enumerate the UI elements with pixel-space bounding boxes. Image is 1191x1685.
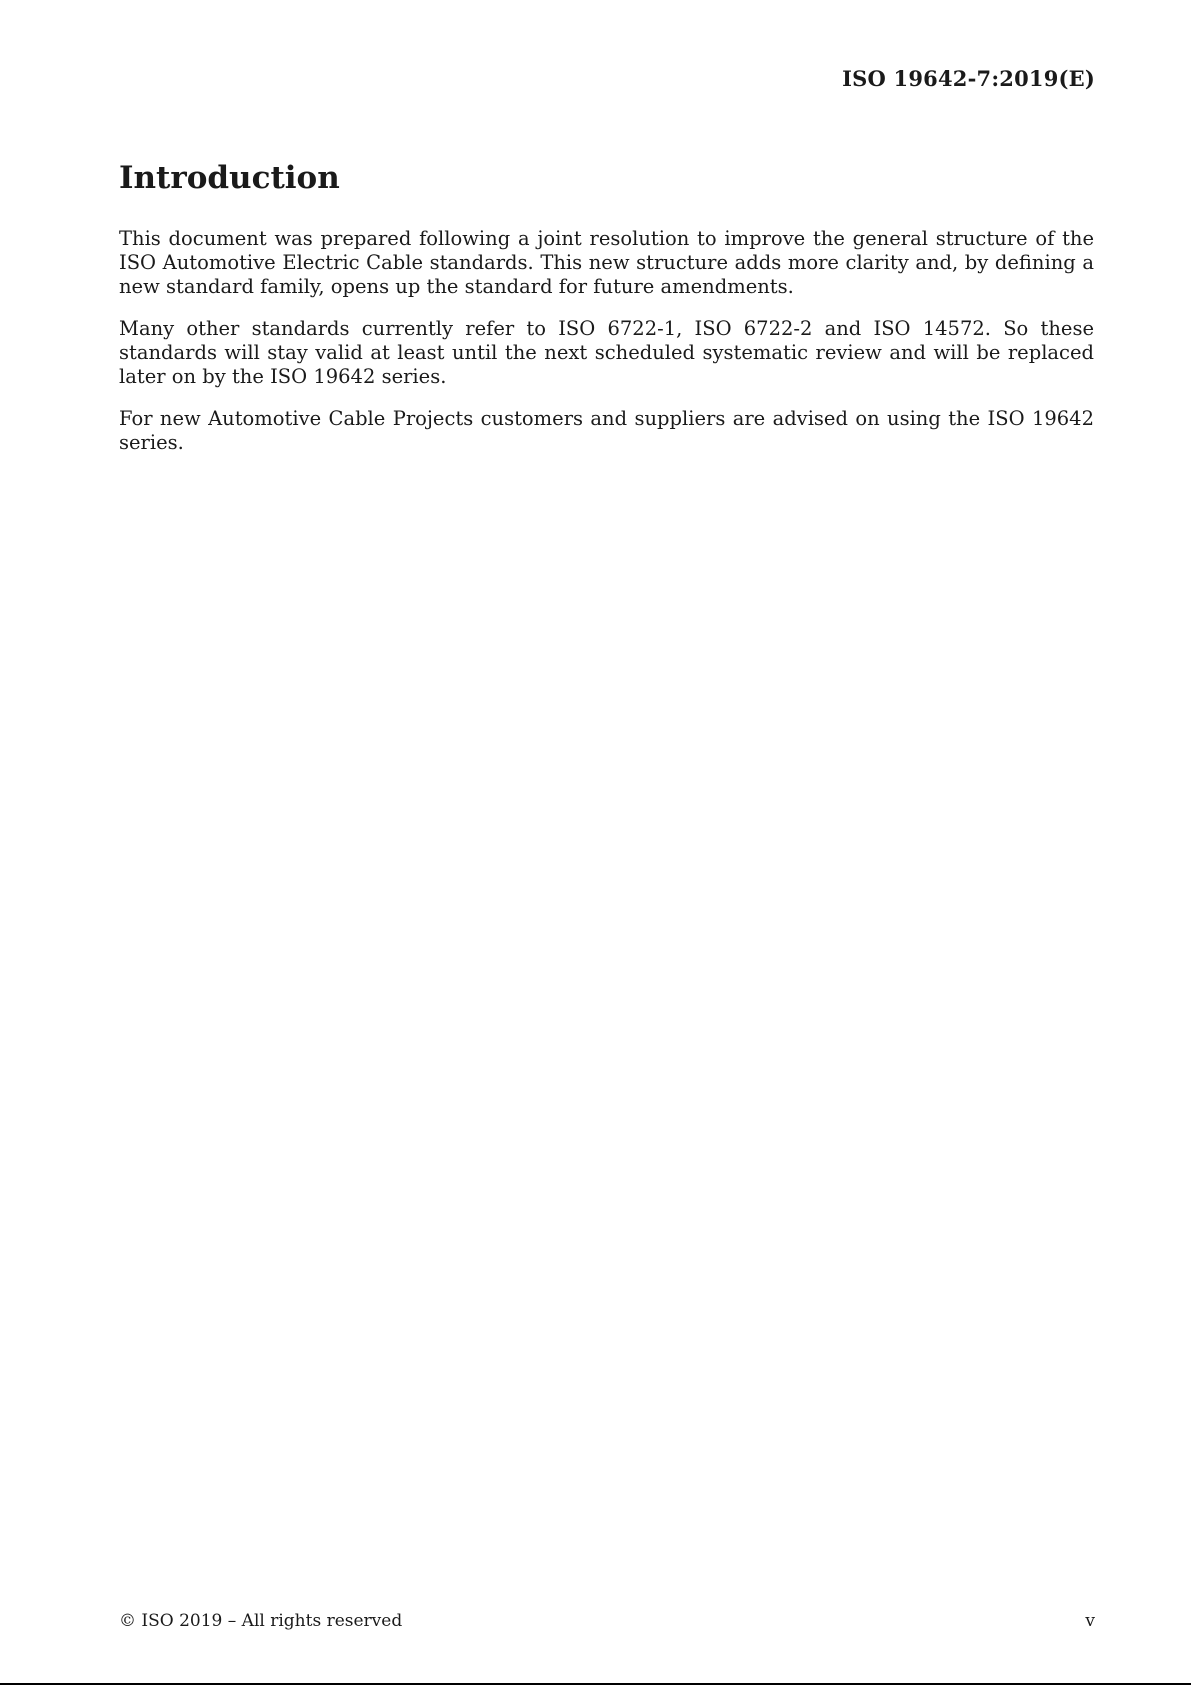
copyright-notice: © ISO 2019 – All rights reserved xyxy=(119,1611,403,1631)
intro-paragraph-2: Many other standards currently refer to ISO 6722-1, ISO 6722-2 and ISO 14572. So these standards will stay valid at least until the next scheduled systematic review and will be replaced later on by the ISO 19642 series. xyxy=(119,317,1094,389)
document-id-header: ISO 19642-7:2019(E) xyxy=(842,66,1095,91)
intro-paragraph-1: This document was prepared following a joint resolution to improve the general structure of the ISO Automotive Electric Cable standards. This new structure adds more clarity and, by defining a new standard family, opens up the standard for future amendments. xyxy=(119,227,1094,299)
introduction-section xyxy=(119,160,1094,473)
intro-paragraph-3: For new Automotive Cable Projects customers and suppliers are advised on using the ISO 19642 series. xyxy=(119,407,1094,455)
section-title: Introduction xyxy=(119,160,340,196)
page-footer xyxy=(119,1611,1095,1631)
page-number: v xyxy=(1085,1611,1095,1631)
